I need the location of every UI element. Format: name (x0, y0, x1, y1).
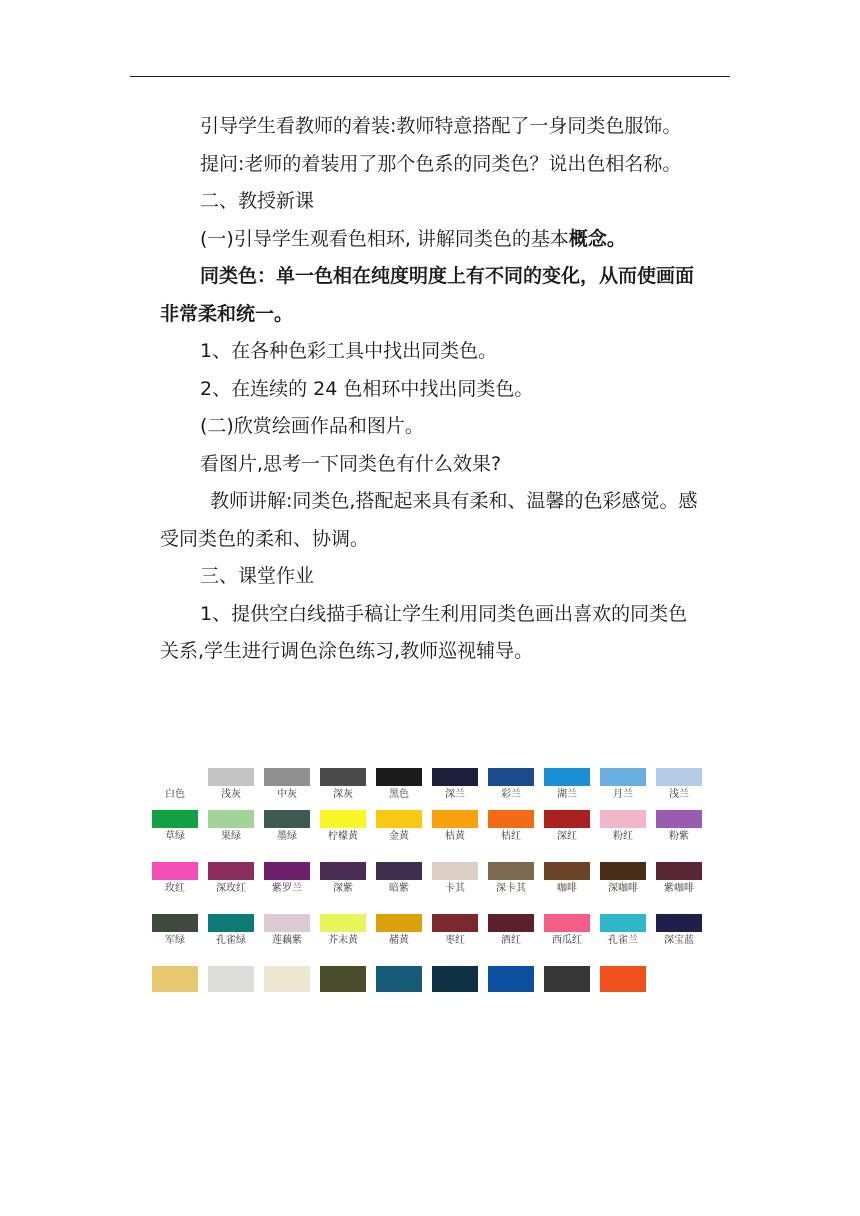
swatch-chip (488, 768, 534, 786)
swatch-chip (376, 966, 422, 992)
definition-analogous-color (160, 258, 705, 333)
swatch-chip (264, 862, 310, 880)
paragraph-color-wheel-text: (一)引导学生观看色相环, 讲解同类色的基本 (200, 227, 569, 250)
swatch-label: 孔雀绿 (216, 935, 246, 946)
swatch-chip (488, 862, 534, 880)
swatch-chip (264, 768, 310, 786)
color-swatch (152, 810, 198, 843)
heading-new-lesson: 二、教授新课 (200, 190, 315, 212)
swatch-chip (656, 914, 702, 932)
color-swatch (152, 966, 198, 992)
paragraph-color-wheel (160, 221, 705, 259)
swatch-label: 湖兰 (557, 789, 577, 800)
swatch-chip (488, 966, 534, 992)
swatch-label: 深咖啡 (608, 883, 638, 894)
color-swatch (432, 862, 478, 895)
swatch-label: 金黄 (389, 831, 409, 842)
paragraph-teacher-explains: 教师讲解:同类色,搭配起来具有柔和、温馨的色彩感觉。感受同类色的柔和、协调。 (160, 490, 698, 550)
heading-appreciation: (二)欣赏绘画作品和图片。 (200, 415, 424, 437)
swatch-label: 深玫红 (216, 883, 246, 894)
swatch-label: 彩兰 (501, 789, 521, 800)
swatch-label: 墨绿 (277, 831, 297, 842)
color-swatch (488, 914, 534, 947)
swatch-label: 草绿 (165, 831, 185, 842)
color-swatch (600, 966, 646, 992)
color-swatch (152, 914, 198, 947)
color-swatch (600, 914, 646, 947)
swatch-label: 深兰 (445, 789, 465, 800)
swatch-label: 玫红 (165, 883, 185, 894)
swatch-chip (376, 914, 422, 932)
swatch-chip (432, 914, 478, 932)
color-swatch (376, 914, 422, 947)
swatch-label: 芥末黄 (328, 935, 358, 946)
color-swatch (488, 966, 534, 992)
swatch-chip (376, 768, 422, 786)
swatch-chip (264, 966, 310, 992)
color-swatch (432, 914, 478, 947)
swatch-row (152, 810, 704, 850)
color-swatch (376, 810, 422, 843)
swatch-label: 深灰 (333, 789, 353, 800)
color-swatch (544, 966, 590, 992)
swatch-label: 浅灰 (221, 789, 241, 800)
swatch-label: 黑色 (389, 789, 409, 800)
swatch-chip (264, 914, 310, 932)
swatch-chip (656, 862, 702, 880)
color-swatch (320, 810, 366, 843)
swatch-chip (544, 862, 590, 880)
swatch-chip (376, 810, 422, 828)
swatch-chip (600, 862, 646, 880)
color-swatch (544, 768, 590, 801)
heading-classwork: 三、课堂作业 (200, 565, 315, 587)
color-swatch-chart (152, 768, 704, 998)
swatch-label: 酒红 (501, 935, 521, 946)
swatch-chip (320, 862, 366, 880)
list-item-2: 2、在连续的 24 色相环中找出同类色。 (200, 377, 534, 400)
swatch-chip (376, 862, 422, 880)
swatch-chip (656, 768, 702, 786)
swatch-chip (152, 768, 198, 786)
color-swatch (320, 768, 366, 801)
swatch-chip (544, 914, 590, 932)
paragraph-question: 提问:老师的着装用了那个色系的同类色？说出色相名称。 (200, 152, 682, 175)
swatch-label: 中灰 (277, 789, 297, 800)
swatch-chip (544, 966, 590, 992)
header-rule (130, 76, 730, 77)
swatch-chip (320, 914, 366, 932)
swatch-chip (208, 862, 254, 880)
color-swatch (656, 914, 702, 947)
color-swatch (264, 810, 310, 843)
swatch-label: 深紫 (333, 883, 353, 894)
swatch-chip (600, 810, 646, 828)
swatch-chip (432, 768, 478, 786)
document-body (160, 108, 705, 671)
swatch-label: 赭黄 (389, 935, 409, 946)
swatch-label: 紫罗兰 (272, 883, 302, 894)
color-swatch (208, 810, 254, 843)
swatch-label: 军绿 (165, 935, 185, 946)
swatch-chip (208, 914, 254, 932)
swatch-label: 暗紫 (389, 883, 409, 894)
swatch-label: 紫咖啡 (664, 883, 694, 894)
color-swatch (264, 966, 310, 992)
color-swatch (432, 768, 478, 801)
swatch-label: 深卡其 (496, 883, 526, 894)
color-swatch (488, 862, 534, 895)
swatch-chip (152, 810, 198, 828)
swatch-chip (320, 966, 366, 992)
swatch-chip (600, 768, 646, 786)
color-swatch (376, 768, 422, 801)
color-swatch (544, 810, 590, 843)
color-swatch (320, 862, 366, 895)
swatch-chip (432, 862, 478, 880)
color-swatch (600, 768, 646, 801)
color-swatch (264, 768, 310, 801)
swatch-row (152, 862, 704, 902)
color-swatch (656, 810, 702, 843)
swatch-label: 白色 (165, 789, 185, 800)
swatch-chip (544, 810, 590, 828)
swatch-label: 粉紫 (669, 831, 689, 842)
swatch-chip (600, 914, 646, 932)
swatch-label: 桔红 (501, 831, 521, 842)
swatch-label: 果绿 (221, 831, 241, 842)
color-swatch (320, 914, 366, 947)
swatch-label: 桔黄 (445, 831, 465, 842)
color-swatch (208, 914, 254, 947)
swatch-label: 柠檬黄 (328, 831, 358, 842)
color-swatch (152, 862, 198, 895)
paragraph-assignment: 1、提供空白线描手稿让学生利用同类色画出喜欢的同类色关系,学生进行调色涂色练习,教师巡视辅导。 (160, 602, 688, 662)
swatch-label: 浅兰 (669, 789, 689, 800)
swatch-label: 莲藕紫 (272, 935, 302, 946)
color-swatch (432, 966, 478, 992)
color-swatch (208, 862, 254, 895)
swatch-label: 深红 (557, 831, 577, 842)
color-swatch (432, 810, 478, 843)
color-swatch (544, 862, 590, 895)
swatch-label: 西瓜红 (552, 935, 582, 946)
swatch-chip (432, 966, 478, 992)
color-swatch (656, 768, 702, 801)
list-item-1: 1、在各种色彩工具中找出同类色。 (200, 340, 498, 362)
swatch-chip (208, 966, 254, 992)
swatch-chip (320, 768, 366, 786)
color-swatch (656, 862, 702, 895)
color-swatch (376, 862, 422, 895)
paragraph-color-wheel-bold: 概念。 (568, 227, 626, 250)
swatch-chip (488, 914, 534, 932)
swatch-label: 卡其 (445, 883, 465, 894)
paragraph-look-pictures: 看图片,思考一下同类色有什么效果? (200, 452, 502, 475)
color-swatch (488, 768, 534, 801)
swatch-label: 深宝蓝 (664, 935, 694, 946)
swatch-chip (152, 914, 198, 932)
definition-text: 同类色：单一色相在纯度明度上有不同的变化，从而使画面非常柔和统一。 (160, 265, 695, 325)
swatch-chip (208, 768, 254, 786)
swatch-row (152, 914, 704, 954)
color-swatch (152, 768, 198, 801)
swatch-label: 粉红 (613, 831, 633, 842)
swatch-chip (544, 768, 590, 786)
color-swatch (488, 810, 534, 843)
swatch-row (152, 768, 704, 808)
swatch-chip (600, 966, 646, 992)
paragraph-teacher-outfit: 引导学生看教师的着装:教师特意搭配了一身同类色服饰。 (200, 115, 682, 137)
swatch-label: 枣红 (445, 935, 465, 946)
swatch-chip (208, 810, 254, 828)
color-swatch (376, 966, 422, 992)
color-swatch (320, 966, 366, 992)
color-swatch (208, 966, 254, 992)
swatch-label: 月兰 (613, 789, 633, 800)
swatch-chip (264, 810, 310, 828)
swatch-chip (656, 810, 702, 828)
swatch-chip (432, 810, 478, 828)
swatch-chip (152, 966, 198, 992)
swatch-row (152, 966, 704, 1006)
color-swatch (264, 862, 310, 895)
swatch-chip (488, 810, 534, 828)
swatch-chip (152, 862, 198, 880)
color-swatch (600, 810, 646, 843)
swatch-chip (320, 810, 366, 828)
color-swatch (208, 768, 254, 801)
color-swatch (264, 914, 310, 947)
color-swatch (600, 862, 646, 895)
swatch-label: 咖啡 (557, 883, 577, 894)
swatch-label: 孔雀兰 (608, 935, 638, 946)
color-swatch (544, 914, 590, 947)
